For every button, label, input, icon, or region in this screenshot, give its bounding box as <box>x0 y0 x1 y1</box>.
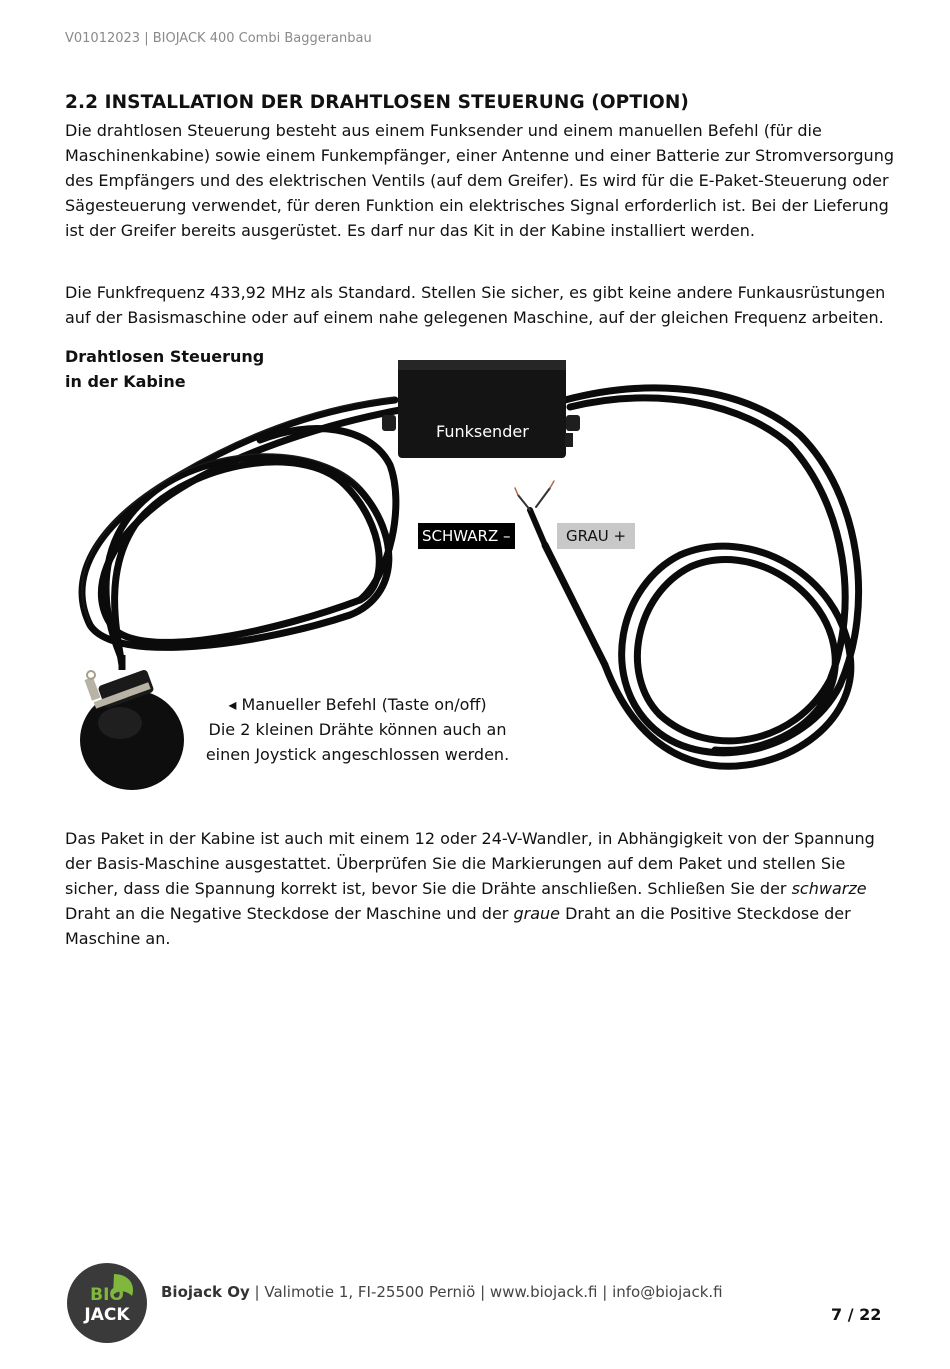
voltage-paragraph <box>65 826 895 951</box>
manual-note-line-1: ◂ Manueller Befehl (Taste on/off) <box>228 695 487 714</box>
biojack-logo <box>66 1262 148 1344</box>
intro-paragraph: Die drahtlosen Steuerung besteht aus einem Funksender und einem manuellen Befehl (für die Maschinenkabine) sowie einem Funkempfänger, einer Antenne und einer Batterie zur Stromversorgung des Empfängers und des elektrischen Ventils (auf dem Greifer). Es wird für die E-Paket-Steuerung oder Sägesteuerung verwendet, für deren Funktion ein elektrisches Signal erforderlich ist. Bei der Lieferung ist der Greifer bereits ausgerüstet. Es darf nur das Kit in der Kabine installiert werden. <box>65 121 894 240</box>
p3-text-b: Draht an die Negative Steckdose der Maschine und der <box>65 904 514 923</box>
p3-text-a: Das Paket in der Kabine ist auch mit einem 12 oder 24-V-Wandler, in Abhängigkeit von der Spannung der Basis-Maschine ausgestattet. Überprüfen Sie die Markierungen auf dem Paket und stellen Sie sicher, dass die Spannung korrekt ist, bevor Sie die Drähte anschließen. Schließen Sie der <box>65 829 875 898</box>
p3-text-c: Draht an die Positive Steckdose der Maschine an. <box>65 904 851 948</box>
document-header: V01012023 | BIOJACK 400 Combi Baggeranbau <box>65 31 372 46</box>
page-number: 7 / 22 <box>831 1305 882 1324</box>
grey-wire-label: GRAU + <box>557 523 635 549</box>
black-wire-label: SCHWARZ – <box>418 523 515 549</box>
footer-contact <box>161 1283 723 1301</box>
manual-note-line-2: Die 2 kleinen Drähte können auch an <box>208 720 507 739</box>
transmitter-label: Funksender <box>436 422 529 441</box>
logo-text-top: BIO <box>90 1285 124 1305</box>
p3-emphasis-grey: graue <box>513 904 560 923</box>
manual-command-note <box>190 692 525 767</box>
section-title: 2.2 INSTALLATION DER DRAHTLOSEN STEUERUNG (OPTION) <box>65 92 689 113</box>
caption-line-1: Drahtlosen Steuerung <box>65 347 265 366</box>
caption-line-2: in der Kabine <box>65 372 186 391</box>
logo-text-bottom: JACK <box>84 1305 130 1325</box>
footer-company: Biojack Oy <box>161 1283 250 1301</box>
frequency-paragraph: Die Funkfrequenz 433,92 MHz als Standard. Stellen Sie sicher, es gibt keine andere Funkausrüstungen auf der Basismaschine oder auf einem nahe gelegenen Maschine, auf der gleichen Frequenz arbeiten. <box>65 283 886 327</box>
footer-address: | Valimotie 1, FI-25500 Perniö | www.biojack.fi | info@biojack.fi <box>249 1283 723 1301</box>
manual-note-line-3: einen Joystick angeschlossen werden. <box>205 745 510 764</box>
p3-emphasis-black: schwarze <box>791 879 867 898</box>
